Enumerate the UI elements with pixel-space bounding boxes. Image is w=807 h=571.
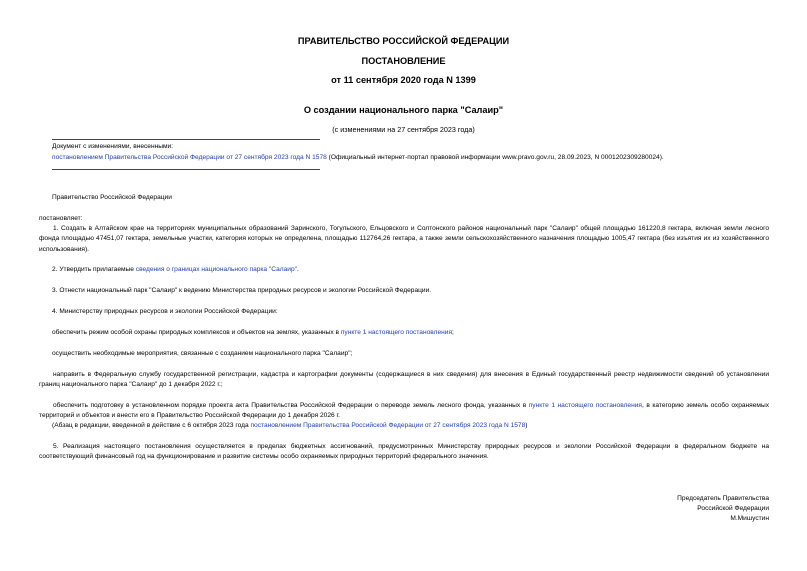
government-heading: ПРАВИТЕЛЬСТВО РОССИЙСКОЙ ФЕДЕРАЦИИ	[297, 36, 510, 46]
point-1-link[interactable]: пункте 1 настоящего постановления	[340, 329, 453, 336]
document-title: О создании национального парка "Салаир"	[303, 105, 504, 115]
amendment-link[interactable]: постановлением Правительства Российской Федерации от 27 сентября 2023 года N 1578	[52, 154, 327, 161]
doc-type-heading: ПОСТАНОВЛЕНИЕ	[361, 56, 446, 66]
signature-title-2: Российской Федерации	[697, 505, 769, 512]
amendment-source: (Официальный интернет-портал правовой информации www.pravo.gov.ru, 28.09.2023, N 0001202309280024).	[326, 154, 664, 161]
paragraph-1: 1. Создать в Алтайском крае на территориях муниципальных образований Заринского, Тогульского, Ельцовского и Солтонского районов национальный парк "Салаир" общей площадью 161220,8 гектара, включая земли лесного фонда площадью 47451,07 гектара, земельные участки, категория которых не определена, площадью 112764,26 гектара, а также земли сельскохозяйственного назначения площадью 1005,47 гектара (без изъятия их из хозяйственного использования).	[39, 225, 769, 253]
boundaries-link[interactable]: сведения о границах национального парка "Салаир"	[135, 266, 297, 273]
amendments-bottom-rule	[52, 169, 320, 170]
amendments-top-rule	[52, 139, 320, 140]
paragraph-4: 4. Министерству природных ресурсов и экологии Российской Федерации:	[52, 308, 278, 315]
paragraph-4b: осуществить необходимые мероприятия, связанные с созданием национального парка "Салаир";	[52, 350, 353, 357]
paragraph-4a: обеспечить режим особой охраны природных комплексов и объектов на землях, указанных в пункте 1 настоящего постановления;	[52, 329, 454, 336]
intro-text: Правительство Российской Федерации	[52, 194, 172, 201]
paragraph-2: 2. Утвердить прилагаемые сведения о границах национального парка "Салаир".	[52, 266, 299, 273]
amendments-line	[52, 153, 752, 163]
paragraph-4d: обеспечить подготовку в установленном порядке проекта акта Правительства Российской Федерации о переводе земель лесного фонда, указанных в пункте 1 настоящего постановления, в категорию земель особо охраняемых территорий и объектов и внести его в Правительство Российской Федерации до 1 декабря 2026 г.	[39, 402, 769, 420]
doc-date-number: от 11 сентября 2020 года N 1399	[331, 75, 476, 85]
paragraph-4d-note: (Абзац в редакции, введенной в действие с 6 октября 2023 года постановлением Правительства Российской Федерации от 27 сентября 2023 года N 1578)	[52, 422, 528, 429]
revision-note: (с изменениями на 27 сентября 2023 года)	[332, 125, 475, 134]
resolves-text: постановляет:	[39, 215, 83, 222]
amendments-label: Документ с изменениями, внесенными:	[52, 143, 174, 150]
paragraph-3: 3. Отнести национальный парк "Салаир" к ведению Министерства природных ресурсов и экологии Российской Федерации.	[52, 287, 432, 294]
paragraph-4c: направить в Федеральную службу государственной регистрации, кадастра и картографии документы (содержащиеся в них сведения) для внесения в Единый государственный реестр недвижимости сведений об установлении границ национального парка "Салаир" до 1 декабря 2022 г.;	[39, 371, 769, 389]
amendment-note-link[interactable]: постановлением Правительства Российской Федерации от 27 сентября 2023 года N 1578	[250, 422, 526, 429]
signature-title-1: Председатель Правительства	[677, 495, 769, 502]
point-1-link-2[interactable]: пункте 1 настоящего постановления	[528, 402, 642, 409]
signatory-name: М.Мишустин	[730, 515, 769, 522]
paragraph-5: 5. Реализация настоящего постановления осуществляется в пределах бюджетных ассигнований, предусмотренных Министерству природных ресурсов и экологии Российской Федерации в федеральном бюджете на соответствующий финансовый год на функционирование и развитие системы особо охраняемых природных территорий федерального значения.	[39, 443, 769, 461]
